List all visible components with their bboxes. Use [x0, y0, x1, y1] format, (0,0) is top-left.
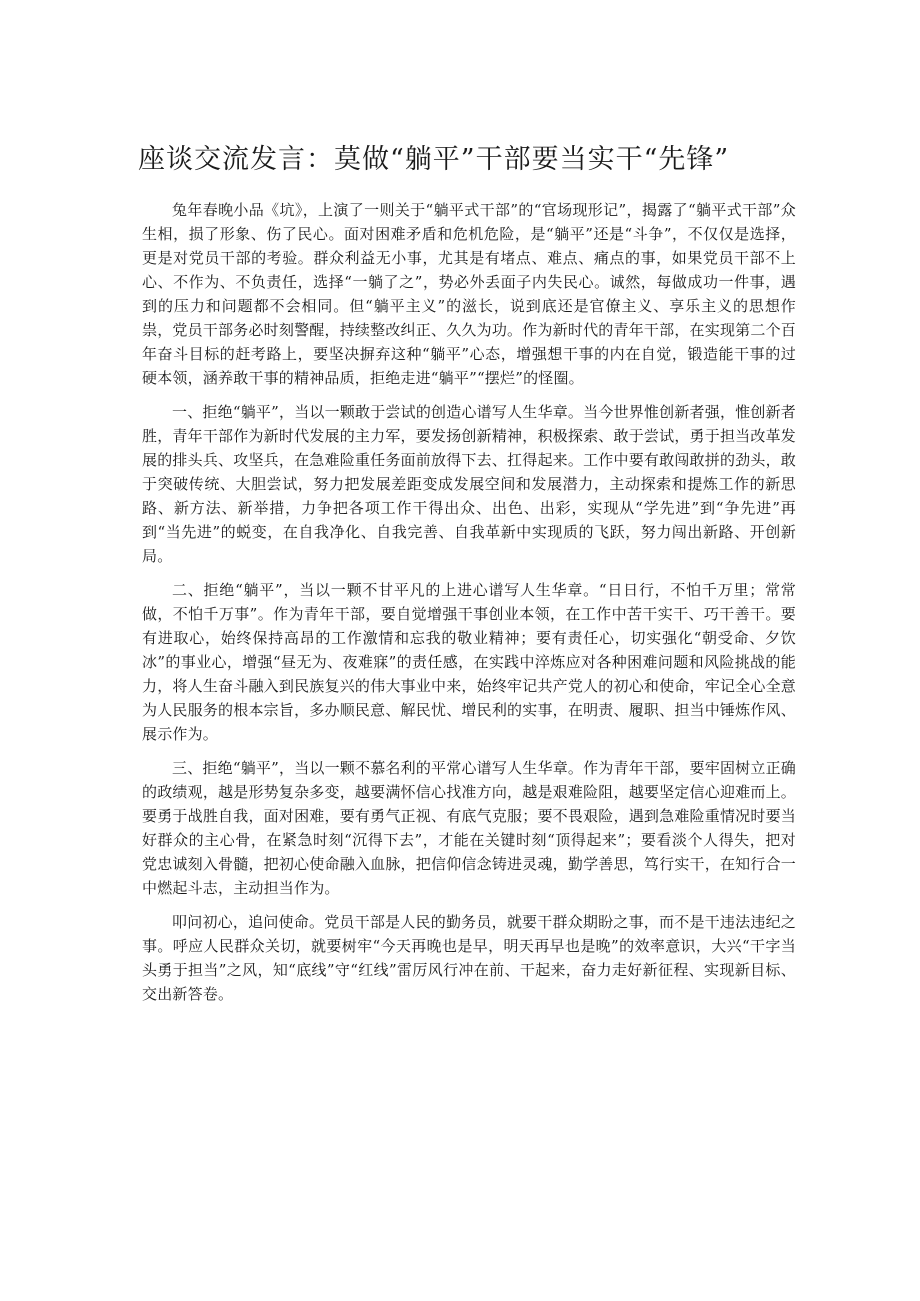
section-three-paragraph: 三、拒绝“躺平”，当以一颗不慕名利的平常心谱写人生华章。作为青年干部，要牢固树立正确的政绩观，越是形势复杂多变，越要满怀信心找准方向，越是艰难险阻，越要坚定信心迎难而上。要勇于战胜自我，面对困难，要有勇气正视、有底气克服；要不畏艰险，遇到急难险重情况时要当好群众的主心骨，在紧急时刻“沉得下去”，才能在关键时刻“顶得起来”；要看淡个人得失，把对党忠诚刻入骨髓，把初心使命融入血脉，把信仰信念铸进灵魂，勤学善思，笃行实干，在知行合一中燃起斗志，主动担当作为。: [142, 759, 796, 897]
intro-paragraph: 兔年春晚小品《坑》，上演了一则关于“躺平式干部”的“官场现形记”，揭露了“躺平式干部”众生相，损了形象、伤了民心。面对困难矛盾和危机危险，是“躺平”还是“斗争”，不仅仅是选择，更是对党员干部的考验。群众利益无小事，尤其是有堵点、难点、痛点的事，如果党员干部不上心、不作为、不负责任，选择“一躺了之”，势必外丢面子内失民心。诚然，每做成功一件事，遇到的压力和问题都不会相同。但“躺平主义”的滋长，说到底还是官僚主义、享乐主义的思想作祟，党员干部务必时刻警醒，持续整改纠正、久久为功。作为新时代的青年干部，在实现第二个百年奋斗目标的赶考路上，要坚决摒弃这种“躺平”心态，增强想干事的内在自觉，锻造能干事的过硬本领，涵养敢干事的精神品质，拒绝走进“躺平”“摆烂”的怪圈。: [142, 201, 796, 387]
document-title: 座谈交流发言：莫做“躺平”干部要当实干“先锋”: [138, 144, 730, 175]
section-one-paragraph: 一、拒绝“躺平”，当以一颗敢于尝试的创造心谱写人生华章。当今世界惟创新者强，惟创新者胜，青年干部作为新时代发展的主力军，要发扬创新精神，积极探索、敢于尝试，勇于担当改革发展的排头兵、攻坚兵，在急难险重任务面前放得下去、扛得起来。工作中要有敢闯敢拼的劲头，敢于突破传统、大胆尝试，努力把发展差距变成发展空间和发展潜力，主动探索和提炼工作的新思路、新方法、新举措，力争把各项工作干得出众、出色、出彩，实现从“学先进”到“争先进”再到“当先进”的蜕变，在自我净化、自我完善、自我革新中实现质的飞跃，努力闯出新路、开创新局。: [142, 403, 796, 565]
section-two-paragraph: 二、拒绝“躺平”，当以一颗不甘平凡的上进心谱写人生华章。“日日行，不怕千万里；常常做，不怕千万事”。作为青年干部，要自觉增强干事创业本领，在工作中苦干实干、巧干善干。要有进取心，始终保持高昂的工作激情和忘我的敬业精神；要有责任心，切实强化“朝受命、夕饮冰”的事业心，增强“昼无为、夜难寐”的责任感，在实践中淬炼应对各种困难问题和风险挑战的能力，将人生奋斗融入到民族复兴的伟大事业中来，始终牢记共产党人的初心和使命，牢记全心全意为人民服务的根本宗旨，多办顺民意、解民忧、增民利的实事，在明责、履职、担当中锤炼作风、展示作为。: [142, 581, 796, 743]
conclusion-paragraph: 叩问初心，追问使命。党员干部是人民的勤务员，就要干群众期盼之事，而不是干违法违纪之事。呼应人民群众关切，就要树牢“今天再晚也是早，明天再早也是晚”的效率意识，大兴“干字当头勇于担当”之风，知“底线”守“红线”雷厉风行冲在前、干起来，奋力走好新征程、实现新目标、交出新答卷。: [142, 913, 796, 1003]
document-body: [142, 198, 796, 1016]
